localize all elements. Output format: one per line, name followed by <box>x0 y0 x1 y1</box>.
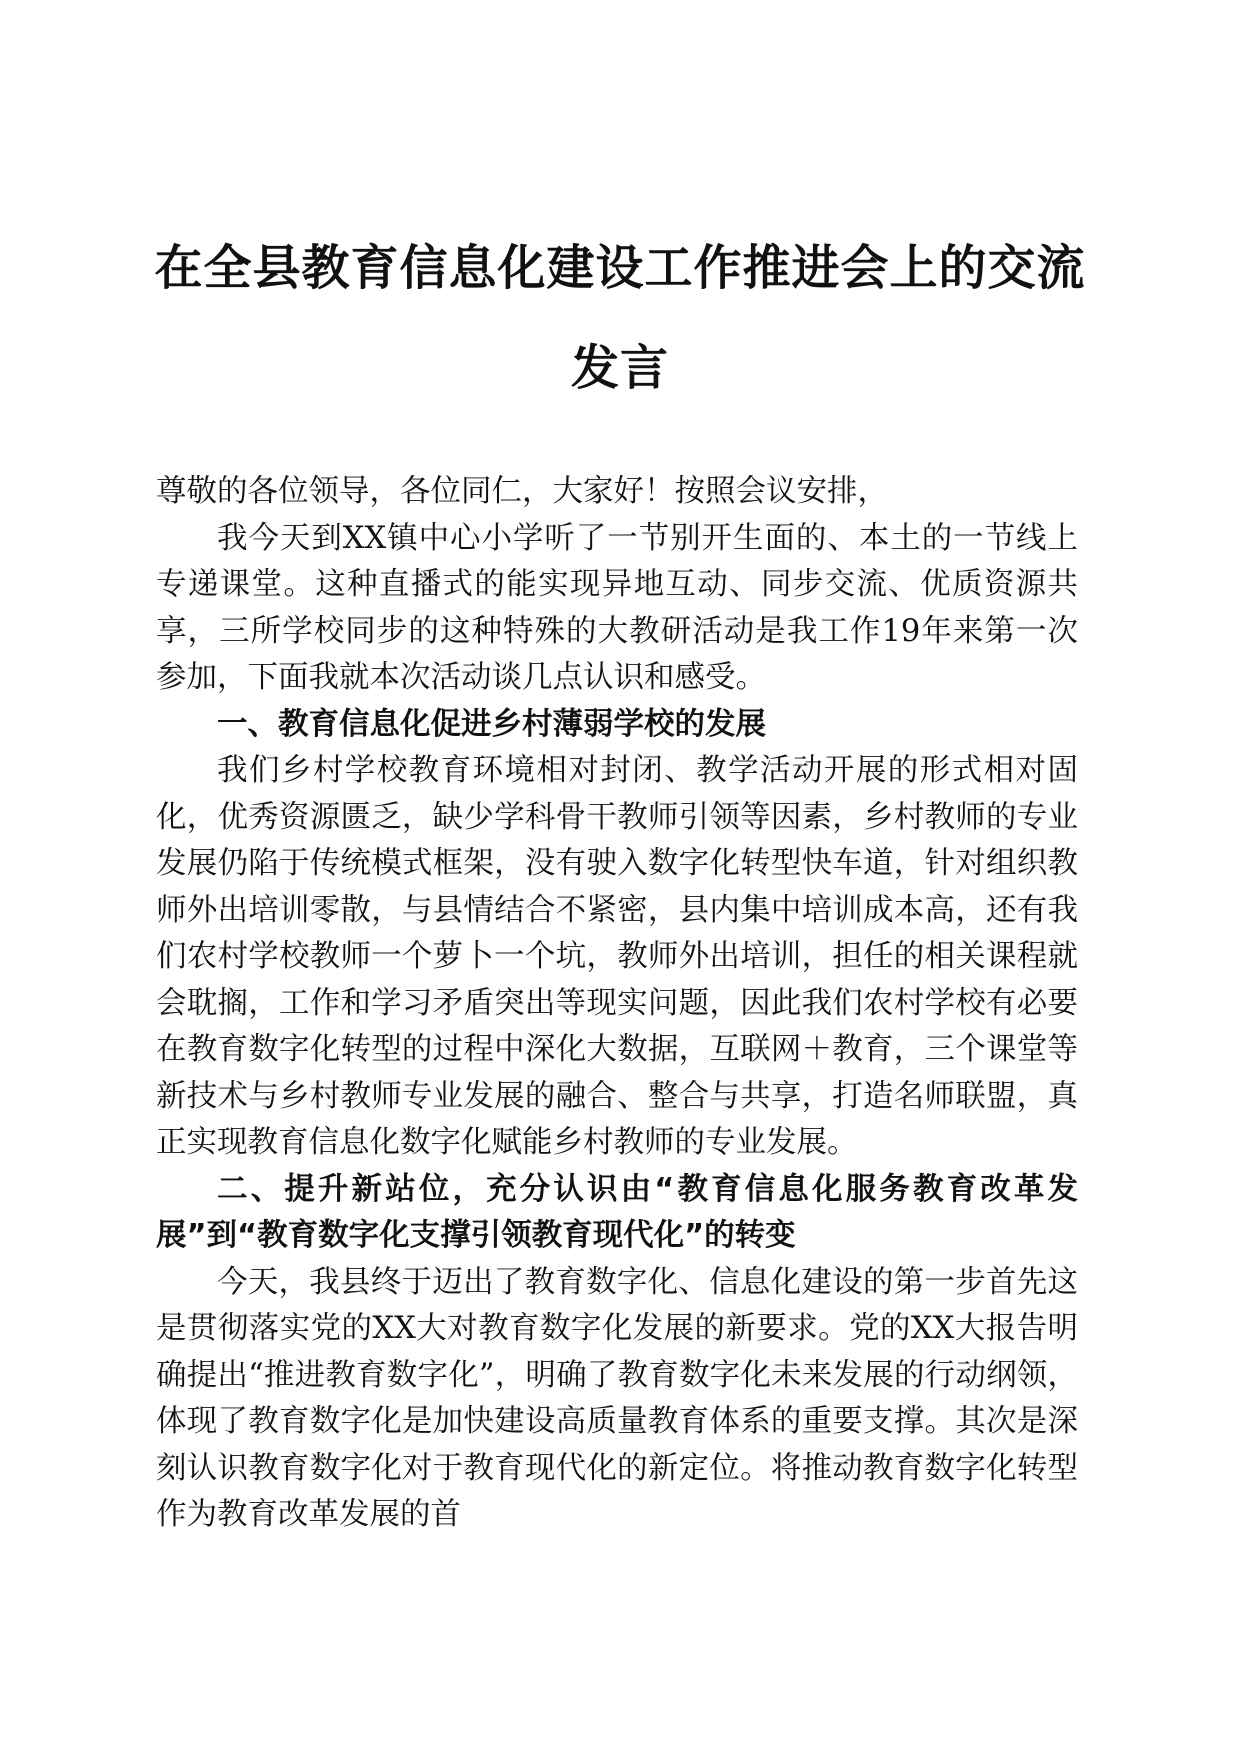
section-heading-1: 一、教育信息化促进乡村薄弱学校的发展 <box>217 706 766 742</box>
intro-paragraph: 我今天到XX镇中心小学听了一节别开生面的、本土的一节线上专递课堂。这种直播式的能实现异地互动、同步交流、优质资源共享，三所学校同步的这种特殊的大教研活动是我工作19年来第一次参加，下面我就本次活动谈几点认识和感受。 <box>156 520 1078 695</box>
section-heading-2: 二、提升新站位，充分认识由“教育信息化服务教育改革发展”到“教育数字化支撑引领教育现代化”的转变 <box>156 1171 1078 1253</box>
document-body <box>156 469 1078 1539</box>
document-title: 在全县教育信息化建设工作推进会上的交流发言 <box>154 240 1086 396</box>
section-2-paragraph: 今天，我县终于迈出了教育数字化、信息化建设的第一步首先这是贯彻落实党的XX大对教育数字化发展的新要求。党的XX大报告明确提出“推进教育数字化”，明确了教育数字化未来发展的行动纲领，体现了教育数字化是加快建设高质量教育体系的重要支撑。其次是深刻认识教育数字化对于教育现代化的新定位。将推动教育数字化转型作为教育改革发展的首 <box>156 1264 1078 1532</box>
section-1-paragraph: 我们乡村学校教育环境相对封闭、教学活动开展的形式相对固化，优秀资源匮乏，缺少学科骨干教师引领等因素，乡村教师的专业发展仍陷于传统模式框架，没有驶入数字化转型快车道，针对组织教师外出培训零散，与县情结合不紧密，县内集中培训成本高，还有我们农村学校教师一个萝卜一个坑，教师外出培训，担任的相关课程就会耽搁，工作和学习矛盾突出等现实问题，因此我们农村学校有必要在教育数字化转型的过程中深化大数据，互联网＋教育，三个课堂等新技术与乡村教师专业发展的融合、整合与共享，打造名师联盟，真正实现教育信息化数字化赋能乡村教师的专业发展。 <box>156 753 1078 1160</box>
salutation-paragraph: 尊敬的各位领导，各位同仁，大家好！按照会议安排， <box>156 474 888 509</box>
